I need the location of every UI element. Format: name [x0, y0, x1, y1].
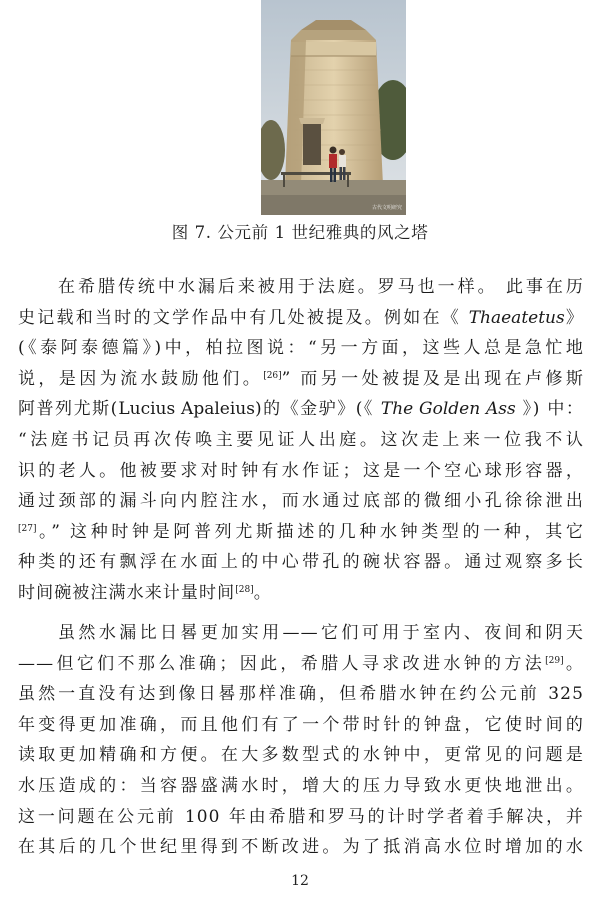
text-span: 虽然一直没有达到像日晷那样准确，但希腊水钟在约公元前 325 [18, 684, 584, 705]
text-span: 种类的还有飘浮在水面上的中心带孔的碗状容器。通过观察多长 [18, 552, 584, 573]
book-title-latin: Thaeatetus [468, 307, 565, 328]
paragraph-line [18, 802, 584, 833]
paragraph-line [18, 272, 584, 303]
text-span: 》 [564, 307, 584, 328]
paragraph-line [18, 394, 584, 425]
paragraph-line [18, 456, 584, 487]
text-span: 时间碗被注满水来计量时间 [18, 582, 236, 603]
paragraph-line [18, 578, 584, 609]
footnote-ref: [26] [263, 370, 282, 381]
text-span: 识的老人。他被要求对时钟有水作证；这是一个空心球形容器， [18, 460, 584, 481]
footnote-ref: [29] [545, 655, 564, 666]
text-span: 年变得更加准确，而且他们有了一个带时针的钟盘，它使时间的 [18, 714, 584, 735]
text-span: 阿普列尤斯( [18, 399, 119, 420]
text-span: 史记载和当时的文学作品中有几处被提及。例如在《 [18, 307, 462, 328]
paragraph-line [18, 832, 584, 863]
paragraph-line [18, 425, 584, 456]
paragraph-line [18, 618, 584, 649]
text-span: 在希腊传统中水漏后来被用于法庭。罗马也一样。 此事在历 [58, 277, 584, 297]
figure-caption: 图 7. 公元前 1 世纪雅典的风之塔 [171, 223, 429, 242]
paragraph-line [18, 679, 584, 710]
tower-photo-illustration [261, 0, 406, 215]
text-span: 。 [563, 653, 584, 674]
name-latin: Lucius Apaleius [118, 399, 255, 420]
paragraph-line [18, 364, 584, 395]
text-span: 。” 这种时钟是阿普列尤斯描述的几种水钟类型的一种，其它 [36, 521, 584, 542]
paragraph-line [18, 649, 584, 680]
paragraph-line [18, 303, 584, 334]
paragraph-1 [18, 272, 584, 609]
footnote-ref: [28] [235, 584, 254, 595]
paragraph-line [18, 710, 584, 741]
text-span: ” 而另一处被提及是出现在卢修斯 [281, 368, 585, 389]
paragraph-line [18, 486, 584, 517]
text-span: “法庭书记员再次传唤主要见证人出庭。这次走上来一位我不认 [18, 429, 584, 450]
paragraph-2 [18, 618, 584, 863]
text-span: ——但它们不那么准确；因此，希腊人寻求改进水钟的方法 [18, 653, 546, 674]
paragraph-line [18, 740, 584, 771]
text-span: 这一问题在公元前 100 年由希腊和罗马的计时学者着手解决，并 [18, 806, 584, 827]
text-span: 通过颈部的漏斗向内腔注水，而水通过底部的微细小孔徐徐泄出 [18, 491, 584, 512]
paragraph-line [18, 333, 584, 364]
text-span: 》) 中： [522, 399, 584, 420]
text-span: 。 [253, 582, 272, 603]
paragraph-line [18, 547, 584, 578]
photo-watermark: 古代文明研究 [371, 205, 402, 211]
page-number: 12 [291, 873, 309, 889]
text-span: 说，是因为流水鼓励他们。 [18, 368, 264, 389]
footnote-ref: [27] [18, 523, 37, 534]
text-span: )的《金驴》(《 [254, 399, 374, 420]
text-span: 读取更加精确和方便。在大多数型式的水钟中，更常见的问题是 [18, 745, 584, 766]
book-title-latin: The Golden Ass [380, 399, 516, 420]
text-span: 虽然水漏比日晷更加实用——它们可用于室内、夜间和阴天 [58, 623, 584, 643]
text-span: 水压造成的：当容器盛满水时，增大的压力导致水更快地泄出。 [18, 775, 584, 796]
paragraph-line [18, 771, 584, 802]
text-span: 在其后的几个世纪里得到不断改进。为了抵消高水位时增加的水 [18, 837, 584, 858]
tower-of-winds-photo [261, 0, 406, 215]
paragraph-line [18, 517, 584, 548]
text-span: (《泰阿泰德篇》)中，柏拉图说：“另一方面，这些人总是急忙地 [18, 338, 584, 359]
